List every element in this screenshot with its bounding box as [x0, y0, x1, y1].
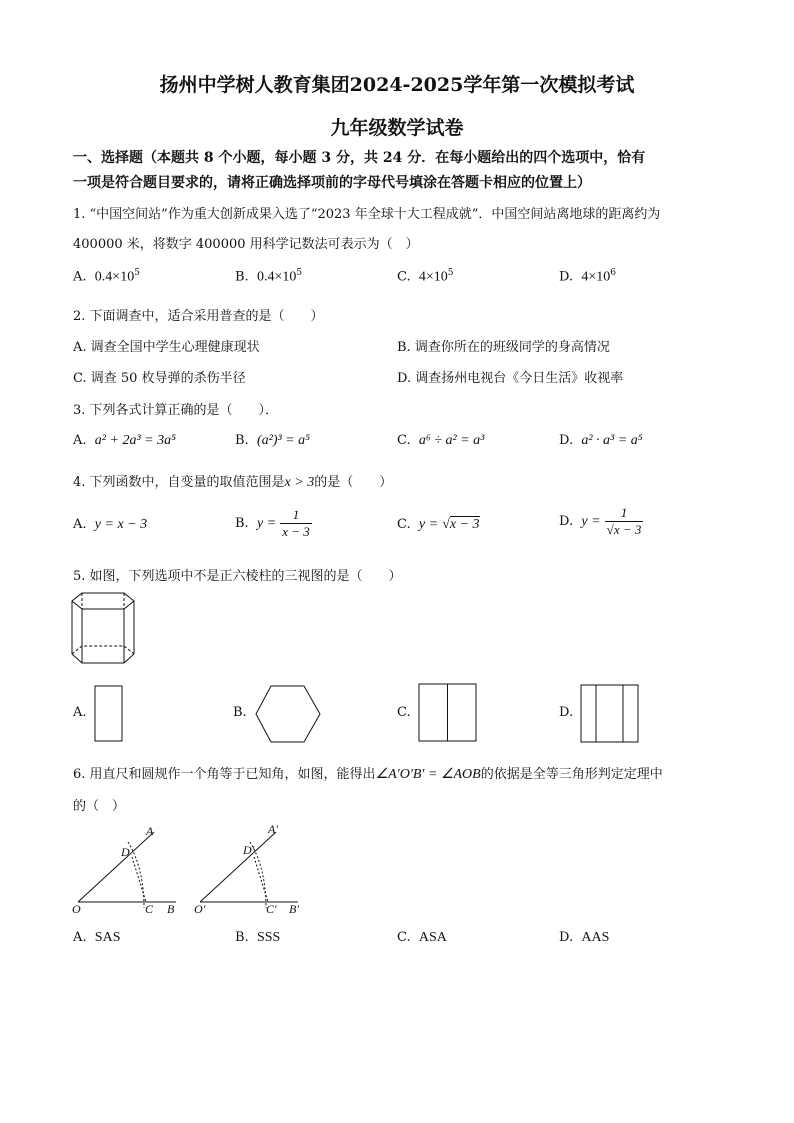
sqrt-icon: √	[606, 522, 614, 537]
q1-option-d[interactable]	[559, 268, 616, 285]
q4-option-b-fraction	[280, 507, 312, 540]
q1-option-a-exp: 5	[134, 268, 140, 278]
q1-option-d-base: 4×10	[581, 269, 611, 285]
q5-option-c-label[interactable]: C.	[397, 705, 411, 720]
q2-option-d-label: D.	[397, 371, 412, 386]
fig-right-label-b: B′	[289, 902, 299, 916]
q4-option-d-label: D.	[559, 514, 574, 529]
q3-option-a-label: A.	[73, 433, 87, 448]
q4-option-a[interactable]	[73, 517, 147, 533]
q4-option-d-fraction	[605, 505, 644, 538]
q6-option-a-text: SAS	[94, 930, 121, 945]
q6-option-c-label: C.	[397, 930, 411, 945]
q4-option-b-label: B.	[235, 516, 249, 531]
q2-option-d[interactable]	[397, 367, 623, 386]
q4-option-c-radicand: x − 3	[449, 517, 480, 532]
q2-option-a-text: 调查全国中学生心理健康现状	[90, 340, 260, 355]
section-header-line2: 一项是符合题目要求的，请将正确选择项前的字母代号填涂在答题卡相应的位置上）	[73, 175, 591, 191]
q6-option-d[interactable]	[559, 930, 609, 946]
q6-stem-math: ∠A′O′B′ = ∠AOB	[375, 767, 481, 782]
q3-option-c[interactable]	[397, 433, 484, 449]
q6-stem-line1	[73, 763, 663, 783]
q4-stem	[73, 471, 392, 491]
q3-option-b-label: B.	[235, 433, 249, 448]
q1-option-c-exp: 5	[447, 268, 454, 278]
q2-option-a[interactable]	[73, 336, 260, 355]
q2-option-b-label: B.	[397, 340, 411, 355]
q6-stem-pre: 6. 用直尺和圆规作一个角等于已知角，如图，能得出	[73, 767, 376, 782]
q1-stem-line1: 1. “中国空间站”作为重大创新成果入选了“2023 年全球十大工程成就”．中国空间站离地球的距离约为	[73, 207, 661, 222]
q3-option-a-expr: a² + 2a³ = 3a⁵	[94, 433, 176, 448]
q4-option-c-lhs: y =	[418, 517, 439, 532]
q6-option-a-label: A.	[73, 930, 87, 945]
q4-option-b[interactable]	[235, 507, 312, 540]
q1-option-c-label: C.	[397, 269, 411, 285]
q6-option-d-text: AAS	[581, 930, 610, 945]
q3-option-d-label: D.	[559, 433, 574, 448]
q6-option-c-text: ASA	[418, 930, 447, 945]
q1-option-d-label: D.	[559, 269, 574, 285]
q4-option-b-denominator: x − 3	[282, 524, 310, 539]
q4-stem-pre: 4. 下列函数中，自变量的取值范围是	[73, 475, 285, 490]
fig-right-label-a: A′	[268, 822, 278, 836]
q3-option-b[interactable]	[235, 433, 310, 449]
q2-option-a-label: A.	[73, 340, 87, 355]
q4-option-d-numerator: 1	[605, 505, 644, 522]
section-header-line1: 一、选择题（本题共 8 个小题，每小题 3 分，共 24 分．在每小题给出的四个选项中，恰有	[73, 150, 646, 166]
q2-option-d-text: 调查扬州电视台《今日生活》收视率	[415, 371, 624, 386]
q5-option-b-shape[interactable]	[254, 684, 322, 744]
q1-option-d-exp: 6	[610, 268, 616, 278]
q5-option-b-label[interactable]: B.	[233, 705, 247, 720]
fig-left-label-b: B	[167, 902, 175, 916]
q4-stem-post: 的是（ ）	[314, 475, 393, 490]
fig-left-label-o: O	[72, 902, 81, 916]
q1-stem-line2: 400000 米，将数字 400000 用科学记数法可表示为（ ）	[73, 237, 419, 252]
q2-option-c-text: 调查 50 枚导弹的杀伤半径	[90, 371, 246, 386]
q5-option-a-shape[interactable]	[94, 685, 124, 743]
q3-option-a[interactable]	[73, 433, 176, 449]
q5-option-c-shape[interactable]	[418, 683, 478, 743]
q1-option-a-base: 0.4×10	[94, 269, 135, 285]
q1-option-a-label: A.	[73, 269, 87, 285]
q1-option-b[interactable]	[235, 268, 302, 285]
fig-left-label-a: A	[146, 824, 154, 838]
q6-option-a[interactable]	[73, 930, 120, 946]
q4-option-b-lhs: y =	[256, 516, 277, 531]
q4-option-a-label: A.	[73, 517, 87, 532]
q6-option-b-label: B.	[235, 930, 249, 945]
sqrt-icon: √	[442, 517, 450, 532]
hexagonal-prism-figure	[68, 590, 138, 672]
q1-option-b-base: 0.4×10	[256, 269, 297, 285]
q4-option-d-lhs: y =	[581, 514, 601, 529]
q2-option-b[interactable]	[397, 336, 610, 355]
q6-option-d-label: D.	[559, 930, 574, 945]
q2-stem: 2. 下面调查中，适合采用普查的是（ ）	[73, 309, 324, 324]
q4-option-b-numerator: 1	[280, 507, 312, 524]
q3-option-c-label: C.	[397, 433, 411, 448]
q3-stem: 3. 下列各式计算正确的是（ ）．	[73, 403, 279, 418]
q1-option-b-exp: 5	[296, 268, 303, 278]
q4-option-d[interactable]	[559, 505, 643, 538]
q4-option-c-label: C.	[397, 517, 411, 532]
q3-option-b-expr: (a²)³ = a⁵	[256, 433, 310, 448]
q5-stem: 5. 如图，下列选项中不是正六棱柱的三视图的是（ ）	[73, 569, 402, 584]
q2-option-c[interactable]	[73, 367, 246, 386]
q3-option-d-expr: a² · a³ = a⁵	[581, 433, 643, 448]
q6-option-b[interactable]	[235, 930, 280, 946]
q4-option-d-radicand: x − 3	[613, 522, 642, 537]
q4-option-c[interactable]	[397, 517, 480, 533]
exam-title: 扬州中学树人教育集团2024-2025学年第一次模拟考试	[159, 74, 635, 96]
q5-option-d-label[interactable]: D.	[559, 705, 574, 720]
exam-subtitle: 九年级数学试卷	[330, 117, 464, 139]
fig-right-label-d: D′	[243, 843, 255, 857]
fig-right-label-o: O′	[194, 902, 206, 916]
q3-option-c-expr: a⁶ ÷ a² = a³	[418, 433, 485, 448]
q2-option-c-label: C.	[73, 371, 87, 386]
q3-option-d[interactable]	[559, 433, 643, 449]
fig-right-label-c: C′	[266, 902, 277, 916]
q1-option-c-base: 4×10	[418, 269, 448, 285]
fig-left-label-c: C	[145, 902, 154, 916]
q4-option-a-expr: y = x − 3	[94, 517, 148, 532]
q5-option-a-label[interactable]: A.	[73, 705, 87, 720]
q6-stem-post: 的依据是全等三角形判定定理中	[480, 767, 663, 782]
q1-option-b-label: B.	[235, 269, 249, 285]
q4-stem-math: x > 3	[284, 475, 315, 490]
q6-stem-line2: 的（ ）	[73, 799, 126, 814]
q2-option-b-text: 调查你所在的班级同学的身高情况	[414, 340, 610, 355]
q6-option-c[interactable]	[397, 930, 447, 946]
q4-option-d-denominator	[605, 522, 644, 538]
q6-option-b-text: SSS	[256, 930, 281, 945]
q1-option-a[interactable]	[73, 268, 140, 285]
fig-left-label-d: D	[121, 845, 130, 859]
q1-option-c[interactable]	[397, 268, 454, 285]
q5-option-d-shape[interactable]	[580, 684, 640, 744]
